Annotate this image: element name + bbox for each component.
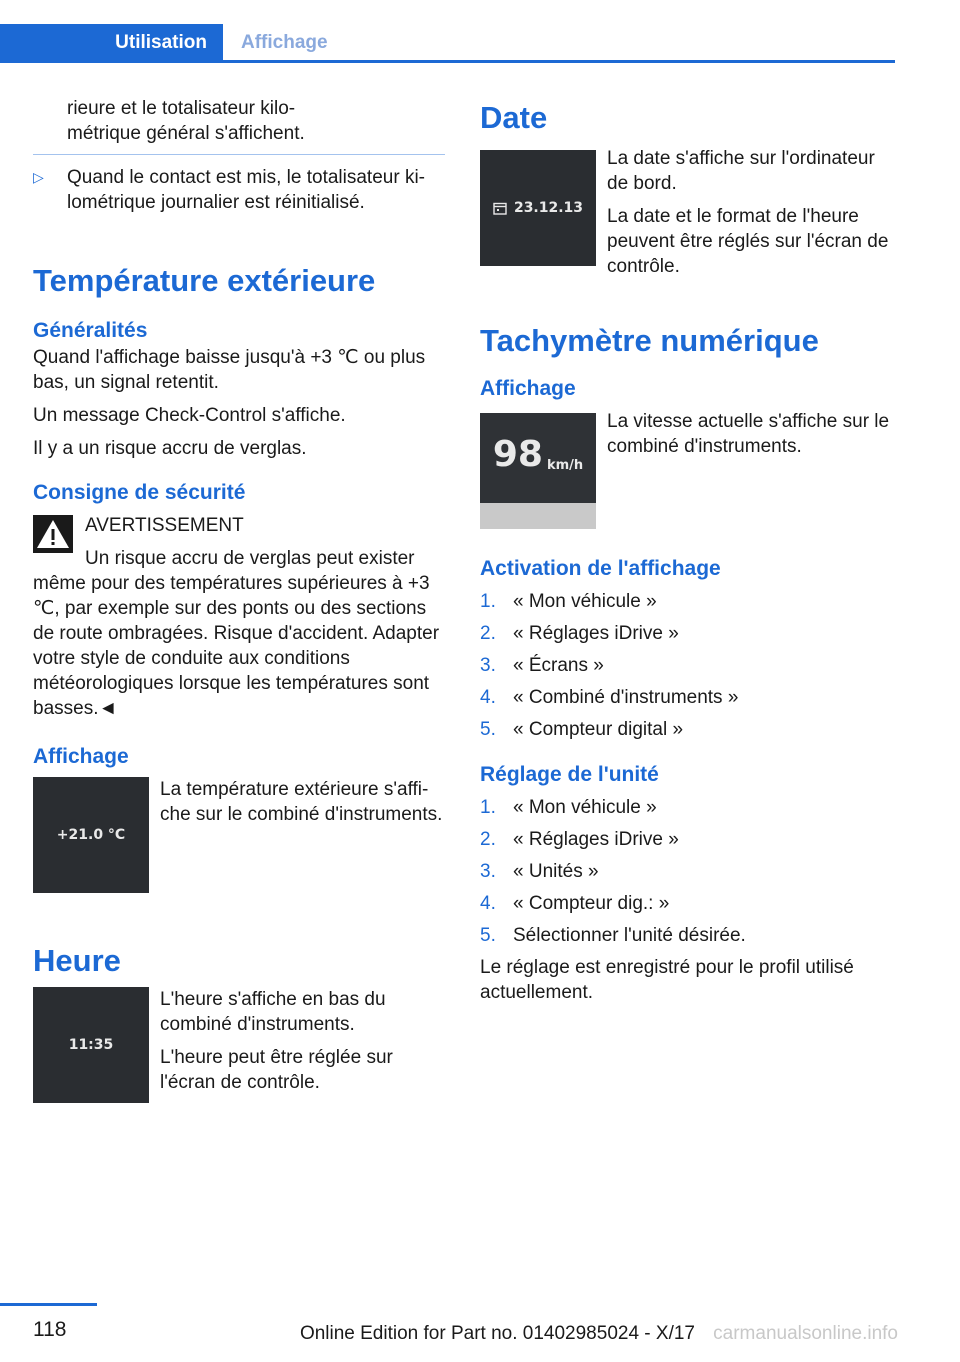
warning-intro: Un risque accru de verglas peut exister: [85, 548, 415, 569]
unit-steps: [480, 791, 892, 951]
list-item: 1. « Mon véhicule »: [480, 590, 657, 612]
display-lower-bezel: [480, 503, 596, 529]
paragraph: Un message Check-Control s'affiche.: [33, 405, 346, 426]
subsection-title-unit: Réglage de l'unité: [480, 763, 659, 786]
list-item: 4. « Combiné d'instruments »: [480, 686, 739, 708]
section-title-temperature: Température extérieure: [33, 263, 376, 298]
watermark: carmanualsonline.info: [713, 1323, 898, 1344]
list-item: 3. « Unités »: [480, 860, 599, 882]
footer-rule: [0, 1303, 97, 1306]
subsection-title-display: Affichage: [480, 377, 576, 400]
list-item: 5. « Compteur digital »: [480, 718, 684, 740]
tab-utilisation[interactable]: Utilisation: [0, 24, 223, 62]
time-figure-row: 11:35 L'heure s'affiche en bas du combiné d'instruments. L'heure peut être réglée sur l'écran de contrôle.: [33, 987, 445, 1103]
page-number: 118: [33, 1318, 67, 1341]
list-item: 2. « Réglages iDrive »: [480, 828, 679, 850]
speed-figure-row: 98 km/h La vitesse actuelle s'affiche sur le combiné d'instruments.: [480, 413, 892, 529]
right-column: [480, 100, 892, 1013]
subsection-title-general: Généralités: [33, 319, 148, 342]
tab-affichage[interactable]: Affichage: [241, 32, 328, 53]
header-rule: [0, 60, 895, 63]
list-item: 2. « Réglages iDrive »: [480, 622, 679, 644]
warning-body: même pour des températures supérieures à +3 ℃, par exemple sur des ponts ou des sections de route ombragées. Risque d'accident. Adapter votre style de conduite aux conditions météorologiques lorsque les températures sont basses.◄: [33, 573, 440, 719]
bullet-item: ▷ Quand le contact est mis, le totalisateur kilométrique journalier est réinitialisé.: [33, 167, 425, 213]
warning-triangle-icon: [33, 515, 73, 553]
continued-text: rieure et le totalisateur kilo- métrique général s'affichent.: [67, 98, 305, 144]
subsection-title-safety: Consigne de sécurité: [33, 481, 246, 504]
triangle-bullet-icon: ▷: [33, 169, 44, 185]
section-title-time: Heure: [33, 943, 121, 978]
bullet-separator: [33, 154, 445, 155]
date-display-image: 23.12.13: [480, 150, 596, 266]
warning-label: AVERTISSEMENT: [85, 515, 244, 536]
list-item: 3. « Écrans »: [480, 654, 604, 676]
subsection-title-activation: Activation de l'affichage: [480, 557, 721, 580]
list-item: 5. Sélectionner l'unité désirée.: [480, 924, 746, 946]
paragraph: Quand l'affichage baisse jusqu'à +3 ℃ ou plus bas, un signal retentit.: [33, 347, 426, 393]
temperature-figure-row: +21.0 °C La température extérieure s'affiche sur le combiné d'instruments.: [33, 777, 445, 893]
activation-steps: [480, 585, 892, 745]
list-item: 4. « Compteur dig.: »: [480, 892, 670, 914]
closing-paragraph: Le réglage est enregistré pour le profil utilisé actuellement.: [480, 957, 854, 1003]
time-display-image: 11:35: [33, 987, 149, 1103]
speed-display-image: 98 km/h: [480, 413, 596, 529]
subsection-title-display: Affichage: [33, 745, 129, 768]
paragraph: Il y a un risque accru de verglas.: [33, 438, 307, 459]
left-column: [33, 96, 445, 1103]
date-figure-row: 23.12.13 La date s'affiche sur l'ordinateur de bord. La date et le format de l'heure peuvent être réglés sur l'écran de contrôle.: [480, 150, 892, 287]
calendar-icon: [493, 202, 507, 215]
section-title-date: Date: [480, 100, 548, 135]
section-title-speedometer: Tachymètre numérique: [480, 323, 819, 358]
temperature-display-image: +21.0 °C: [33, 777, 149, 893]
warning-block: [33, 513, 445, 571]
list-item: 1. « Mon véhicule »: [480, 796, 657, 818]
